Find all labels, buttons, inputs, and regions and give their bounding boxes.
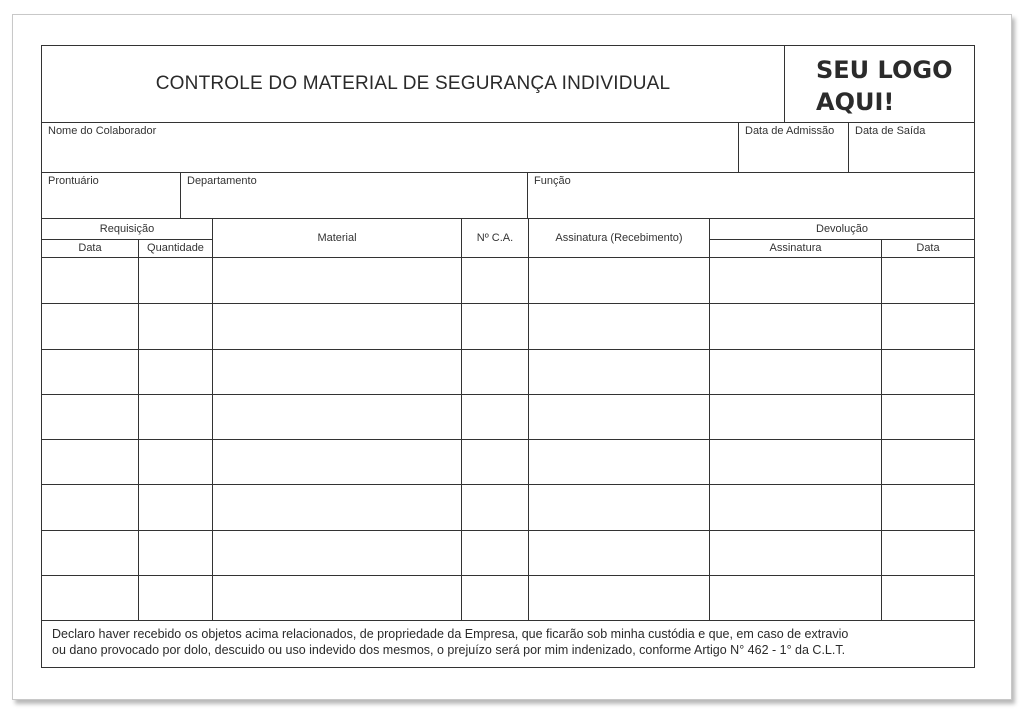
declaration-top-line xyxy=(42,620,974,621)
admissao-field[interactable] xyxy=(739,123,848,172)
divider xyxy=(42,239,212,240)
row-divider xyxy=(42,575,974,576)
nome-label: Nome do Colaborador xyxy=(48,125,157,137)
prontuario-label: Prontuário xyxy=(48,175,99,187)
departamento-field[interactable] xyxy=(181,173,527,218)
divider xyxy=(709,239,974,240)
funcao-field[interactable] xyxy=(528,173,974,218)
declaration-line-2: ou dano provocado por dolo, descuido ou uso indevido dos mesmos, o prejuízo será por mim indenizado, conforme Artigo N° 462 - 1° da C.L.T. xyxy=(52,643,846,657)
saida-field[interactable] xyxy=(849,123,974,172)
table-row[interactable] xyxy=(42,349,974,394)
table-row[interactable] xyxy=(42,258,974,303)
dev-data-header: Data xyxy=(916,242,940,254)
row-divider xyxy=(42,484,974,485)
departamento-label: Departamento xyxy=(187,175,257,187)
funcao-label: Função xyxy=(534,175,571,187)
requisicao-header: Requisição xyxy=(99,223,155,235)
row-divider xyxy=(42,349,974,350)
saida-label: Data de Saída xyxy=(855,125,926,137)
assinatura-recebimento-header: Assinatura (Recebimento) xyxy=(555,232,683,244)
assinatura-header: Assinatura xyxy=(769,242,822,254)
declaration-text xyxy=(52,626,952,658)
prontuario-field[interactable] xyxy=(42,173,180,218)
row-divider xyxy=(42,394,974,395)
table-row[interactable] xyxy=(42,530,974,575)
table-row[interactable] xyxy=(42,439,974,484)
table-row[interactable] xyxy=(42,484,974,529)
nca-header: Nº C.A. xyxy=(476,232,514,244)
table-row[interactable] xyxy=(42,394,974,439)
quantidade-header: Quantidade xyxy=(147,242,204,254)
devolucao-header: Devolução xyxy=(816,223,868,235)
table-row[interactable] xyxy=(42,575,974,620)
admissao-label: Data de Admissão xyxy=(745,125,835,137)
material-header: Material xyxy=(317,232,357,244)
data-header: Data xyxy=(78,242,102,254)
logo-line-2: AQUI! xyxy=(816,88,895,116)
logo-line-1: SEU LOGO xyxy=(816,56,953,84)
row-divider xyxy=(42,530,974,531)
logo-placeholder xyxy=(816,54,976,118)
row-divider xyxy=(42,303,974,304)
table-row[interactable] xyxy=(42,303,974,348)
epi-control-form xyxy=(41,45,975,668)
declaration-line-1: Declaro haver recebido os objetos acima relacionados, de propriedade da Empresa, que ficarão sob minha custódia e que, em caso de extravio xyxy=(52,627,849,641)
logo-divider xyxy=(784,46,785,122)
nome-field[interactable] xyxy=(42,123,738,172)
row-divider xyxy=(42,439,974,440)
divider xyxy=(42,218,974,219)
form-title: CONTROLE DO MATERIAL DE SEGURANÇA INDIVIDUAL xyxy=(155,73,671,94)
